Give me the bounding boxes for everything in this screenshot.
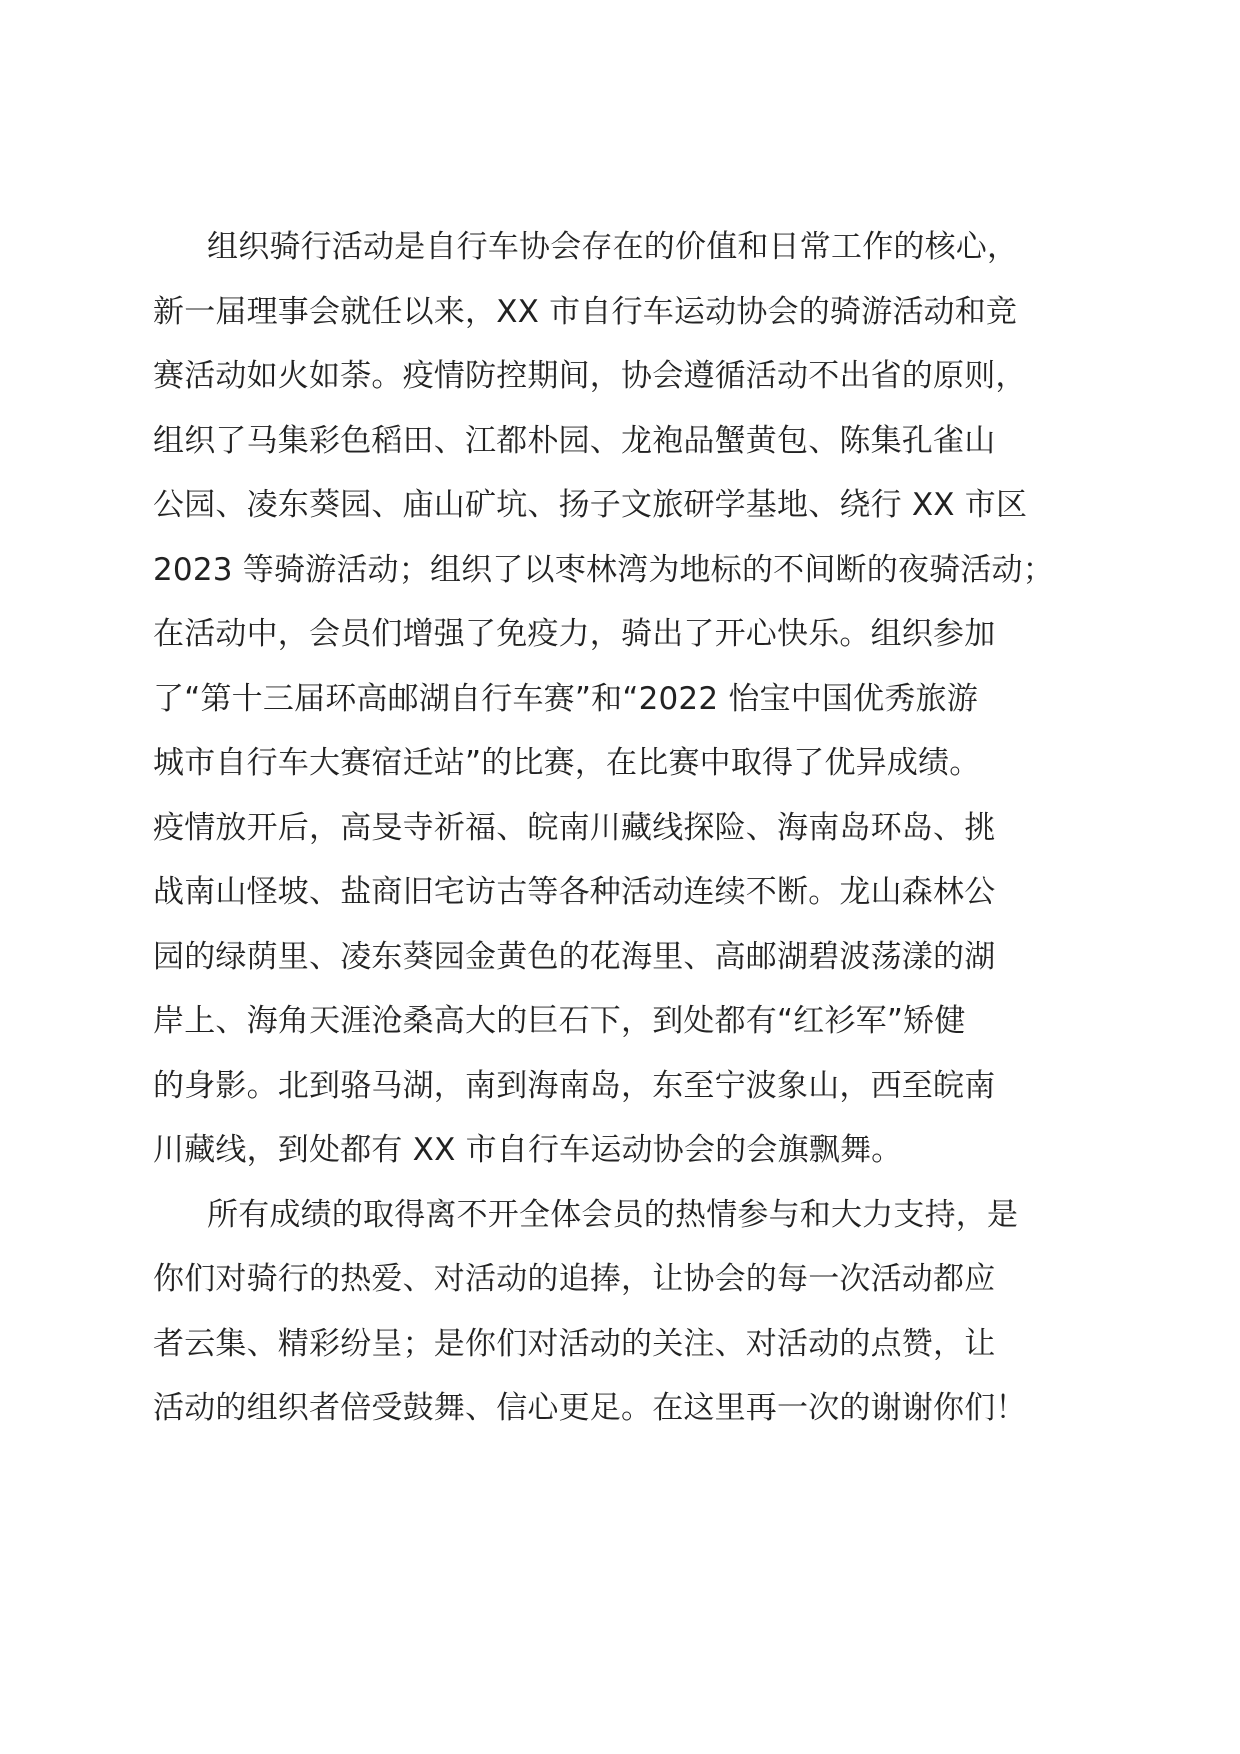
paragraph-line: 新一届理事会就任以来，XX 市自行车运动协会的骑游活动和竞	[153, 293, 1018, 330]
paragraph-line: 组织了马集彩色稻田、江都朴园、龙袍品蟹黄包、陈集孔雀山	[153, 422, 996, 459]
paragraph-2	[153, 1183, 1088, 1441]
paragraph-line: 战南山怪坡、盐商旧宅访古等各种活动连续不断。龙山森林公	[153, 874, 996, 910]
document-body	[153, 215, 1088, 1441]
paragraph-line: 所有成绩的取得离不开全体会员的热情参与和大力支持，是	[207, 1196, 1019, 1233]
paragraph-line: 活动的组织者倍受鼓舞、信心更足。在这里再一次的谢谢你们！	[153, 1390, 1027, 1426]
paragraph-line: 你们对骑行的热爱、对活动的追捧，让协会的每一次活动都应	[153, 1261, 996, 1297]
paragraph-line: 在活动中，会员们增强了免疫力，骑出了开心快乐。组织参加	[153, 616, 996, 652]
paragraph-line: 者云集、精彩纷呈；是你们对活动的关注、对活动的点赞，让	[153, 1325, 996, 1362]
paragraph-line: 的身影。北到骆马湖，南到海南岛，东至宁波象山，西至皖南	[153, 1067, 996, 1104]
paragraph-line: 公园、凌东葵园、庙山矿坑、扬子文旅研学基地、绕行 XX 市区	[153, 487, 1028, 523]
paragraph-line: 组织骑行活动是自行车协会存在的价值和日常工作的核心，	[207, 229, 1019, 265]
paragraph-line: 园的绿荫里、凌东葵园金黄色的花海里、高邮湖碧波荡漾的湖	[153, 938, 996, 975]
paragraph-line: 岸上、海角天涯沧桑高大的巨石下，到处都有“红衫军”矫健	[153, 1003, 966, 1039]
paragraph-line: 2023 等骑游活动；组织了以枣林湾为地标的不间断的夜骑活动；	[153, 551, 1054, 588]
paragraph-line: 疫情放开后，高旻寺祈福、皖南川藏线探险、海南岛环岛、挑	[153, 809, 996, 846]
paragraph-1	[153, 215, 1088, 1183]
paragraph-line: 川藏线，到处都有 XX 市自行车运动协会的会旗飘舞。	[153, 1132, 903, 1168]
paragraph-line: 城市自行车大赛宿迁站”的比赛，在比赛中取得了优异成绩。	[153, 745, 981, 781]
paragraph-line: 赛活动如火如荼。疫情防控期间，协会遵循活动不出省的原则，	[153, 358, 1027, 394]
paragraph-line: 了“第十三届环高邮湖自行车赛”和“2022 怡宝中国优秀旅游	[153, 680, 978, 717]
